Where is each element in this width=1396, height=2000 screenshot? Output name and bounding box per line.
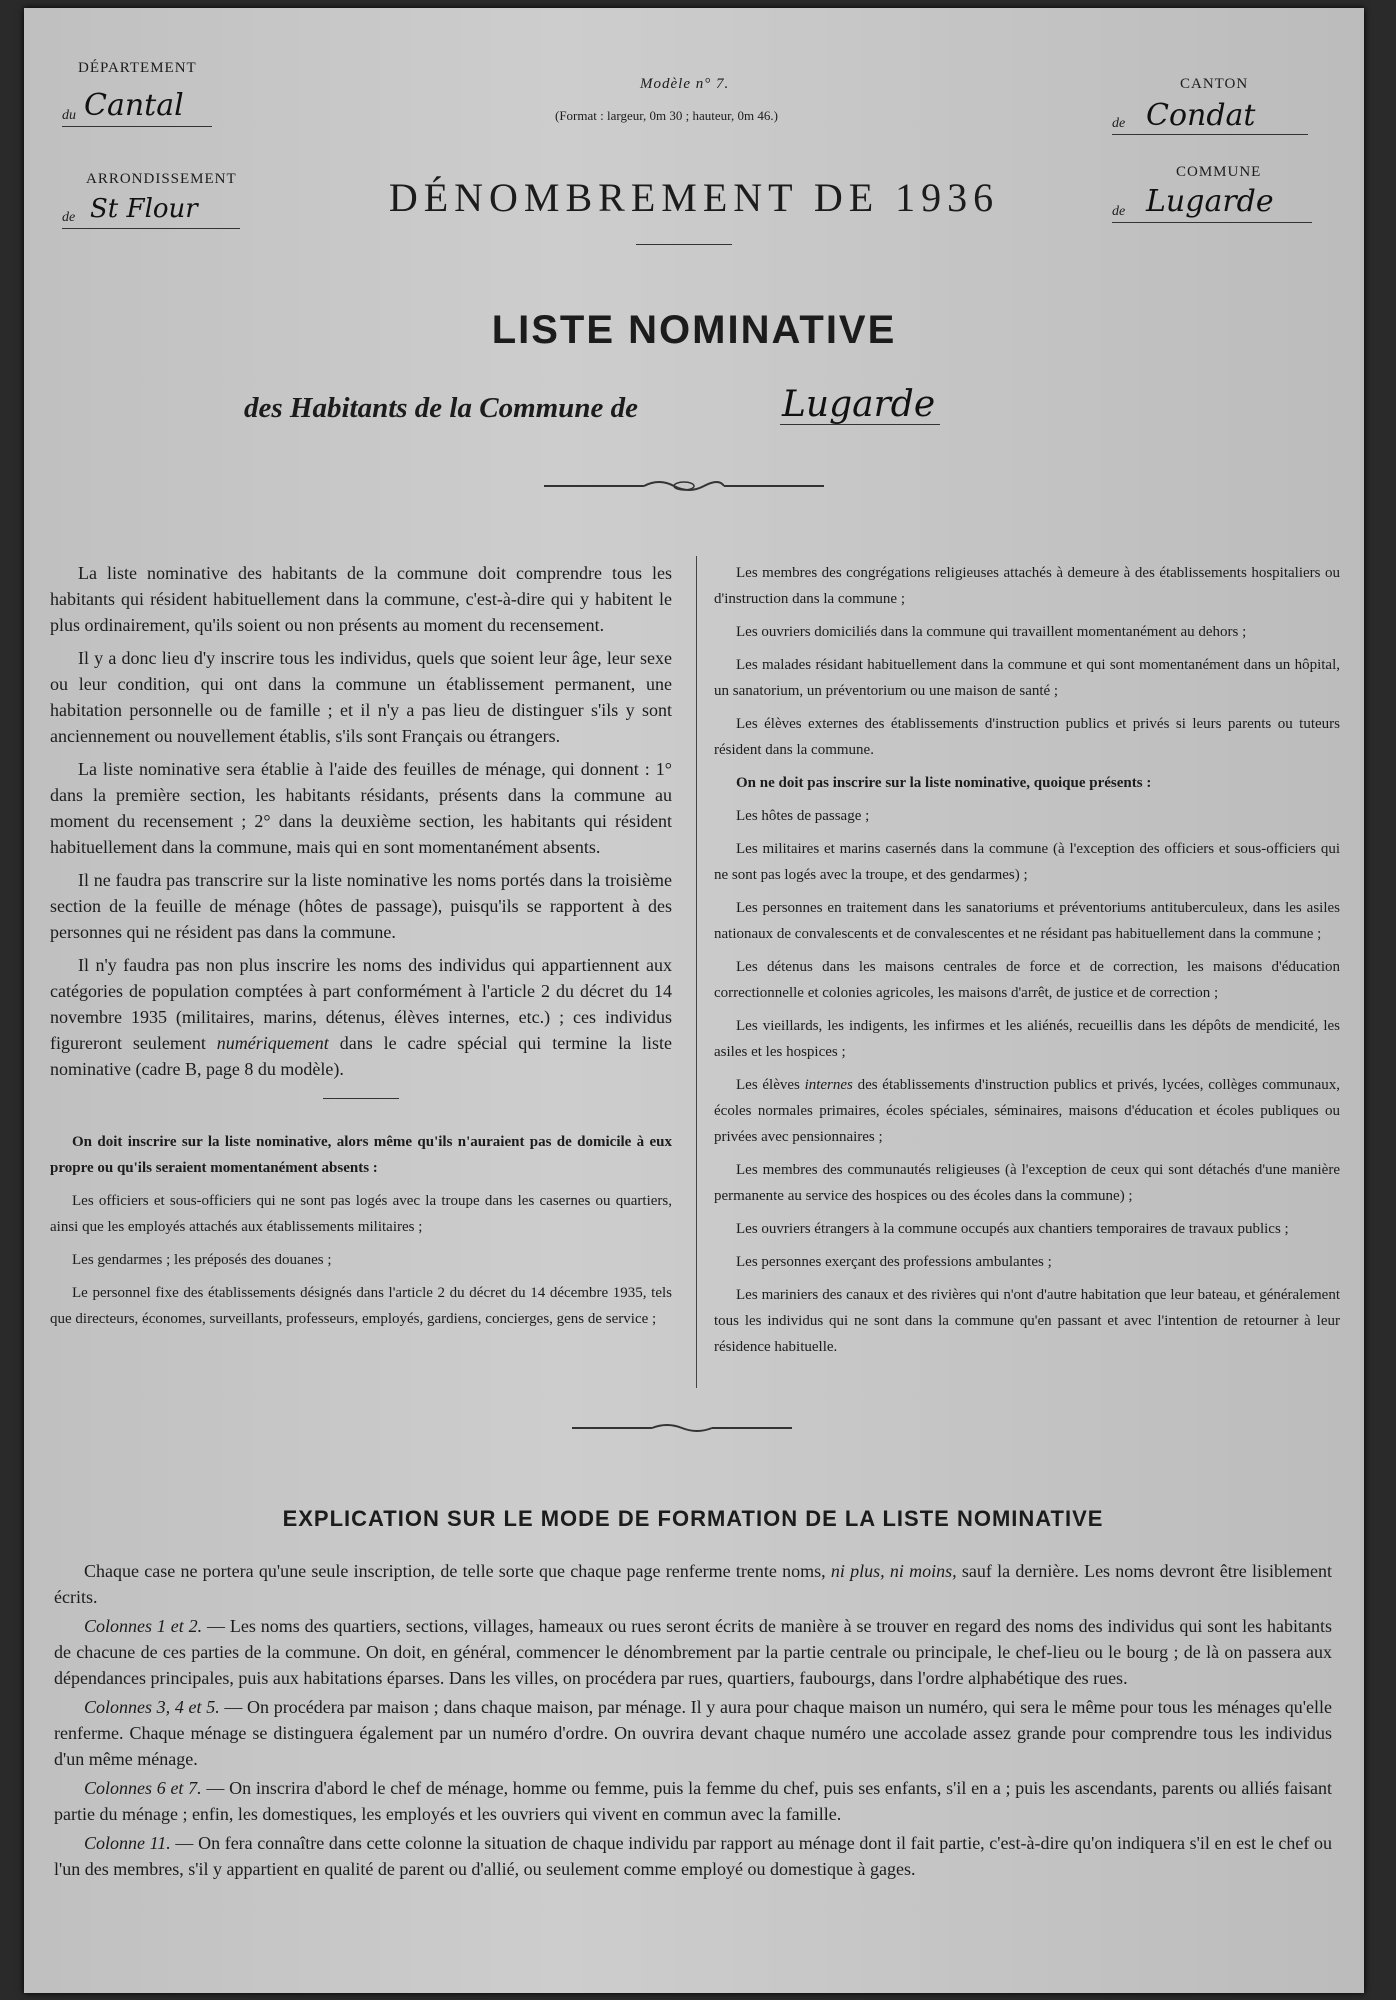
left-column [50, 560, 672, 1339]
right-paragraph-10: Les vieillards, les indigents, les infirmes et les aliénés, recueillis dans les dépôts de mendicité, les asiles et les hospices ; [714, 1018, 1340, 1060]
title-rule [636, 244, 732, 245]
right-paragraph-13: Les ouvriers étrangers à la commune occupés aux chantiers temporaires de travaux publics ; [736, 1221, 1289, 1237]
explication-paragraph-2: Colonnes 1 et 2. — Les noms des quartiers, sections, villages, hameaux ou rues seront écrits de manière à se trouver en regard des noms des individus qui sont les habitants de chacune de ces parties de la commune. On doit, en général, commencer le dénombrement par la partie centrale ou principale, le chef-lieu ou le bourg ; de là on passera aux dépendances principales, puis aux habitations éparses. Dans les villes, on procédera par rues, quartiers, faubourgs, dans l'ordre alphabétique des rues. [54, 1616, 1332, 1688]
left-paragraph-2: Il y a donc lieu d'y inscrire tous les individus, quels que soient leur âge, leur sexe ou leur condition, qui ont dans la commune un établissement permanent, une habitation personnelle ou de famille ; et il n'y a pas lieu de distinguer s'ils y sont anciennement ou nouvellement établis, s'ils sont Français ou étrangers. [50, 648, 672, 746]
commune-prefix: de [1112, 204, 1126, 219]
departement-value: Cantal [84, 88, 184, 123]
left-paragraph-4: Il ne faudra pas transcrire sur la liste nominative les noms portés dans la troisième section de la feuille de ménage (hôtes de passage), puisqu'ils se rapportent à des personnes qui ne résident pas dans la commune. [50, 870, 672, 942]
left-paragraph-6: On doit inscrire sur la liste nominative, alors même qu'ils n'auraient pas de domicile à eux propre ou qu'ils seraient momentanément absents : [50, 1134, 672, 1176]
right-paragraph-9: Les détenus dans les maisons centrales de force et de correction, les maisons d'éducation correctionnelle et colonies agricoles, les maisons d'arrêt, de justice et de correction ; [714, 959, 1340, 1001]
list-title: LISTE NOMINATIVE [491, 308, 897, 352]
right-paragraph-2: Les ouvriers domiciliés dans la commune qui travaillent momentanément au dehors ; [736, 624, 1247, 640]
arrondissement-prefix: de [62, 210, 76, 225]
explication-paragraph-1: Chaque case ne portera qu'une seule inscription, de telle sorte que chaque page renferme trente noms, ni plus, ni moins, sauf la dernière. Les noms devront être lisiblement écrits. [54, 1561, 1333, 1607]
explication-section [54, 1506, 1332, 1885]
ornament-divider [544, 478, 824, 494]
left-paragraph-9: Le personnel fixe des établissements désignés dans l'article 2 du décret du 14 décembre 1935, tels que directeurs, économes, surveillants, professeurs, employés, gardiens, concierges, gens de service ; [50, 1285, 672, 1327]
left-paragraph-1: La liste nominative des habitants de la commune doit comprendre tous les habitants qui résident habituellement dans la commune, c'est-à-dire qui y habitent le plus ordinairement, qu'ils soient ou non présents au moment du recensement. [50, 563, 672, 635]
arrondissement-value: St Flour [90, 194, 198, 224]
right-paragraph-4: Les élèves externes des établissements d'instruction publics et privés si leurs parents ou tuteurs résident dans la commune. [714, 716, 1340, 758]
right-paragraph-11: Les élèves internes des établissements d'instruction publics et privés, lycées, collèges communaux, écoles normales primaires, écoles spéciales, séminaires, maisons d'éducation et écoles publiques ou privées avec pensionnaires ; [714, 1077, 1340, 1145]
right-paragraph-3: Les malades résidant habituellement dans la commune et qui sont momentanément dans un hôpital, un sanatorium, un préventorium ou une maison de santé ; [714, 657, 1340, 699]
left-paragraph-5: Il n'y faudra pas non plus inscrire les noms des individus qui appartiennent aux catégories de population comptées à part conformément à l'article 2 du décret du 14 novembre 1935 (militaires, marins, détenus, élèves internes, etc.) ; ces individus figureront seulement numériquement dans le cadre spécial qui termine la liste nominative (cadre B, page 8 du modèle). [50, 955, 673, 1079]
right-paragraph-1: Les membres des congrégations religieuses attachés à demeure à des établissements hospitaliers ou d'instruction dans la commune ; [714, 565, 1340, 607]
departement-field [62, 88, 212, 127]
departement-prefix: du [62, 108, 76, 123]
subtitle-line [244, 386, 1164, 430]
arrondissement-label: ARRONDISSEMENT [86, 171, 237, 187]
left-column-rule [323, 1098, 399, 1099]
explication-paragraph-4: Colonnes 6 et 7. — On inscrira d'abord le chef de ménage, homme ou femme, puis la femme du chef, puis ses enfants, s'il en a ; puis les ascendants, parents ou alliés faisant partie du ménage ; enfin, les domestiques, les employés et les ouvriers qui vivent en commun avec la famille. [54, 1778, 1333, 1824]
commune-label: COMMUNE [1176, 164, 1262, 180]
right-paragraph-15: Les mariniers des canaux et des rivières qui n'ont d'autre habitation que leur bateau, et généralement tous les individus qui ne sont dans la commune qu'en passant et avec l'intention de retourner à leur résidence habituelle. [714, 1287, 1340, 1355]
canton-value: Condat [1146, 98, 1256, 133]
canton-label: CANTON [1180, 76, 1249, 92]
modele-number: Modèle n° 7. [640, 76, 730, 92]
commune-value: Lugarde [1146, 184, 1274, 219]
explication-paragraph-3: Colonnes 3, 4 et 5. — On procédera par maison ; dans chaque maison, par ménage. Il y aura pour chaque maison un numéro, qui sera le même pour tous les ménages qu'elle renferme. Chaque ménage se distinguera également par un numéro d'ordre. On ouvrira devant chaque numéro une accolade assez grande pour comprendre tous les individus d'un même ménage. [54, 1697, 1332, 1769]
right-paragraph-6: Les hôtes de passage ; [736, 808, 870, 824]
right-paragraph-7: Les militaires et marins casernés dans la commune (à l'exception des officiers et sous-officiers qui ne sont pas logés avec la troupe, et des gendarmes) ; [714, 841, 1340, 883]
canton-field [1112, 98, 1308, 135]
explication-paragraph-5: Colonne 11. — On fera connaître dans cette colonne la situation de chaque individu par rapport au ménage dont il fait partie, c'est-à-dire qu'on indiquera s'il en est le chef ou l'un des membres, s'il y appartient en qualité de parent ou d'allié, ou seulement comme employé ou domestique à gages. [54, 1833, 1332, 1879]
column-divider [696, 556, 697, 1388]
departement-label: DÉPARTEMENT [78, 60, 197, 76]
census-form-page [24, 8, 1364, 1993]
format-note: (Format : largeur, 0m 30 ; hauteur, 0m 46.) [555, 108, 778, 123]
left-paragraph-8: Les gendarmes ; les préposés des douanes ; [72, 1252, 332, 1268]
left-paragraph-7: Les officiers et sous-officiers qui ne sont pas logés avec la troupe dans les casernes ou quartiers, ainsi que les employés attachés aux établissements militaires ; [50, 1193, 672, 1235]
main-title: DÉNOMBREMENT DE 1936 [388, 175, 1000, 220]
right-paragraph-12: Les membres des communautés religieuses (à l'exception de ceux qui sont détachés d'une manière permanente au service des hospices ou des écoles dans la commune) ; [714, 1162, 1340, 1204]
right-paragraph-14: Les personnes exerçant des professions ambulantes ; [736, 1254, 1052, 1270]
subtitle-commune-value: Lugarde [782, 384, 936, 425]
left-paragraph-3: La liste nominative sera établie à l'aide des feuilles de ménage, qui donnent : 1° dans la première section, les habitants résidants, présents dans la commune au moment du recensement ; 2° dans la deuxième section, les habitants qui résident habituellement dans la commune, mais qui en sont momentanément absents. [50, 759, 672, 857]
explication-title: EXPLICATION SUR LE MODE DE FORMATION DE LA LISTE NOMINATIVE [282, 1506, 1104, 1531]
canton-prefix: de [1112, 116, 1126, 131]
right-paragraph-8: Les personnes en traitement dans les sanatoriums et préventoriums antituberculeux, dans les asiles nationaux de convalescents et de convalescentes et ne résidant pas habituellement dans la commune ; [714, 900, 1340, 942]
subtitle-text: des Habitants de la Commune de [244, 392, 638, 424]
right-paragraph-5: On ne doit pas inscrire sur la liste nominative, quoique présents : [736, 775, 1152, 791]
ornament-divider-2 [572, 1422, 792, 1434]
right-column [714, 560, 1340, 1367]
